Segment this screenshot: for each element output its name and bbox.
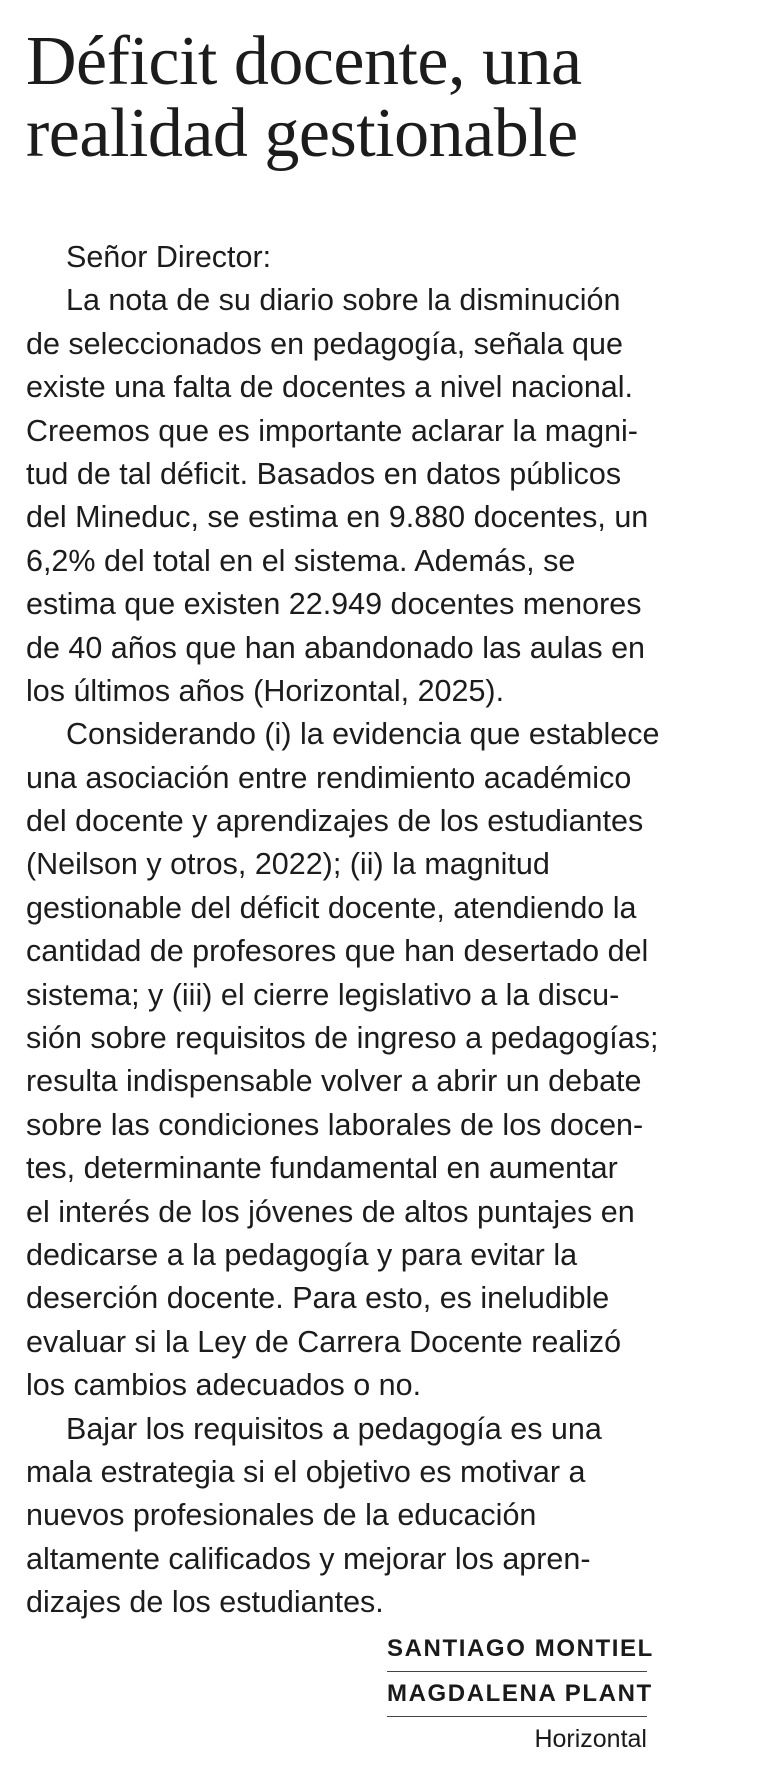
body-line: estima que existen 22.949 docentes menores <box>26 587 642 622</box>
letter-signature <box>387 1627 654 1761</box>
article-headline <box>26 23 746 172</box>
body-line: del docente y aprendizajes de los estudiantes <box>26 804 644 839</box>
body-line: tud de tal déficit. Basados en datos públicos <box>26 456 622 491</box>
signer-organization: Horizontal <box>534 1724 647 1753</box>
body-line: altamente calificados y mejorar los apren- <box>26 1541 591 1576</box>
body-line: una asociación entre rendimiento académico <box>26 760 632 795</box>
body-line: sistema; y (iii) el cierre legislativo a la discu- <box>26 977 620 1012</box>
body-line: existe una falta de docentes a nivel nacional. <box>26 370 634 405</box>
body-line: de 40 años que han abandonado las aulas en <box>26 630 646 665</box>
body-line: Señor Director: <box>66 240 272 274</box>
body-line: dizajes de los estudiantes. <box>26 1585 384 1620</box>
body-line: (Neilson y otros, 2022); (ii) la magnitud <box>26 847 550 882</box>
body-line: 6,2% del total en el sistema. Además, se <box>26 543 576 578</box>
signer-name: SANTIAGO MONTIEL <box>387 1627 647 1672</box>
body-line: Creemos que es importante aclarar la magni- <box>26 413 638 448</box>
body-line: dedicarse a la pedagogía y para evitar la <box>26 1237 578 1272</box>
body-line: deserción docente. Para esto, es ineludible <box>26 1281 610 1316</box>
body-line: gestionable del déficit docente, atendiendo la <box>26 890 637 925</box>
body-line: La nota de su diario sobre la disminución <box>66 283 621 318</box>
body-line: del Mineduc, se estima en 9.880 docentes, un <box>26 500 649 535</box>
signer-name: MAGDALENA PLANT <box>387 1672 647 1717</box>
headline-line: realidad gestionable <box>26 95 578 172</box>
body-line: el interés de los jóvenes de altos puntajes en <box>26 1194 635 1229</box>
body-line: evaluar si la Ley de Carrera Docente realizó <box>26 1324 622 1359</box>
body-line: nuevos profesionales de la educación <box>26 1498 537 1533</box>
headline-line: Déficit docente, una <box>26 23 582 100</box>
body-line: de seleccionados en pedagogía, señala que <box>26 326 623 361</box>
body-line: sobre las condiciones laborales de los docen- <box>26 1107 644 1142</box>
body-line: Considerando (i) la evidencia que establece <box>66 717 660 752</box>
letter-body <box>26 236 666 1625</box>
body-line: sión sobre requisitos de ingreso a pedagogías; <box>26 1021 659 1056</box>
body-line: Bajar los requisitos a pedagogía es una <box>66 1411 602 1446</box>
body-line: cantidad de profesores que han desertado del <box>26 934 649 969</box>
body-line: tes, determinante fundamental en aumentar <box>26 1151 618 1186</box>
body-line: los últimos años (Horizontal, 2025). <box>26 673 505 708</box>
body-line: los cambios adecuados o no. <box>26 1368 422 1403</box>
body-line: resulta indispensable volver a abrir un debate <box>26 1064 642 1099</box>
body-line: mala estrategia si el objetivo es motivar a <box>26 1454 586 1489</box>
